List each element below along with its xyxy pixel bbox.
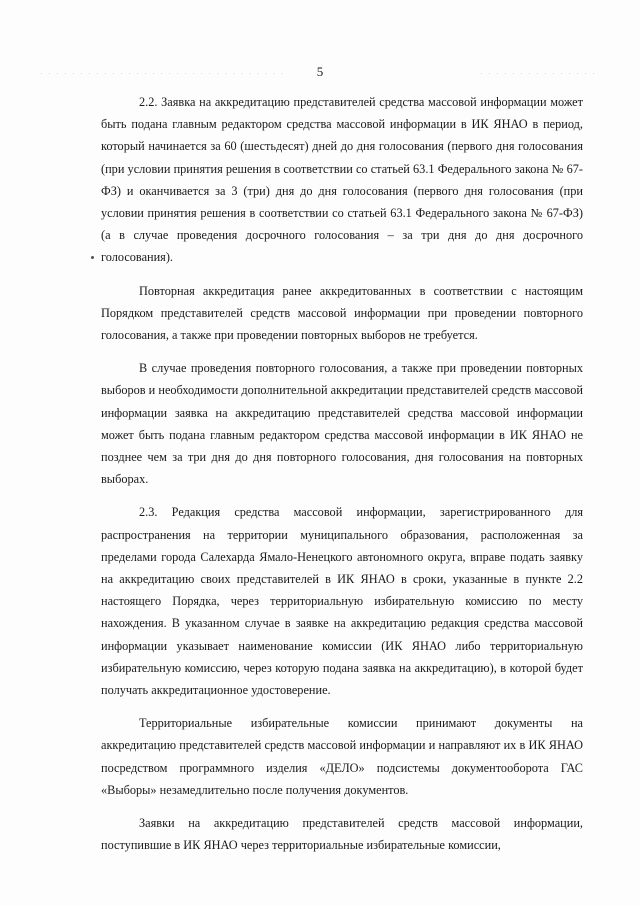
document-body [101, 91, 583, 867]
paragraph-repeat-accreditation: Повторная аккредитация ранее аккредитованных в соответствии с настоящим Порядком представителей средств массовой информации при проведении повторного голосования, а также при проведении повторных выборов не требуется. [101, 283, 583, 343]
paragraph-2-2: 2.2. Заявка на аккредитацию представителей средства массовой информации может быть подана главным редактором средства массовой информации в ИК ЯНАО в период, который начинается за 60 (шестьдесят) дней до дня голосования (первого дня голосования (при условии принятия решения в соответствии со статьей 63.1 Федерального закона № 67-ФЗ) и оканчивается за 3 (три) дня до дня голосования (первого дня голосования (при условии принятия решения в соответствии со статьей 63.1 Федерального закона № 67-ФЗ) (а в случае проведения досрочного голосования – за три дня до дня досрочного голосования). [101, 95, 583, 265]
margin-mark [91, 256, 94, 259]
paragraph-territorial-commissions: Территориальные избирательные комиссии принимают документы на аккредитацию представителей средств массовой информации и направляют их в ИК ЯНАО посредством программного изделия «ДЕЛО» подсистемы документооборота ГАС «Выборы» незамедлительно после получения документов. [101, 716, 583, 797]
paragraph-repeat-voting: В случае проведения повторного голосования, а также при проведении повторных выборов и необходимости дополнительной аккредитации представителей средств массовой информации заявка на аккредитацию представителей средства массовой информации может быть подана главным редактором средства массовой информации в ИК ЯНАО не позднее чем за три дня до дня повторного голосования, дня голосования на повторных выборах. [101, 361, 583, 487]
page-number: 5 [316, 64, 324, 79]
paragraph-2-3: 2.3. Редакция средства массовой информации, зарегистрированного для распространения на территории муниципального образования, расположенная за пределами города Салехарда Ямало-Ненецкого автономного округа, вправе подать заявку на аккредитацию своих представителей в ИК ЯНАО в сроки, указанные в пункте 2.2 настоящего Порядка, через территориальную избирательную комиссию по месту нахождения. В указанном случае в заявке на аккредитацию редакция средства массовой информации указывает наименование комиссии (ИК ЯНАО либо территориальную избирательную комиссию, через которую подана заявка на аккредитацию), в которой будет получать аккредитационное удостоверение. [101, 505, 583, 698]
paragraph-applications: Заявки на аккредитацию представителей средств массовой информации, поступившие в ИК ЯНАО через территориальные избирательные комиссии, [101, 816, 583, 853]
scan-artifact-right: . . . . . . . . . . . . . . . [480, 70, 597, 76]
scan-artifact-left: . . . . . . . . . . . . . . . . . . . . . . . . . . . . . . . [40, 70, 285, 76]
